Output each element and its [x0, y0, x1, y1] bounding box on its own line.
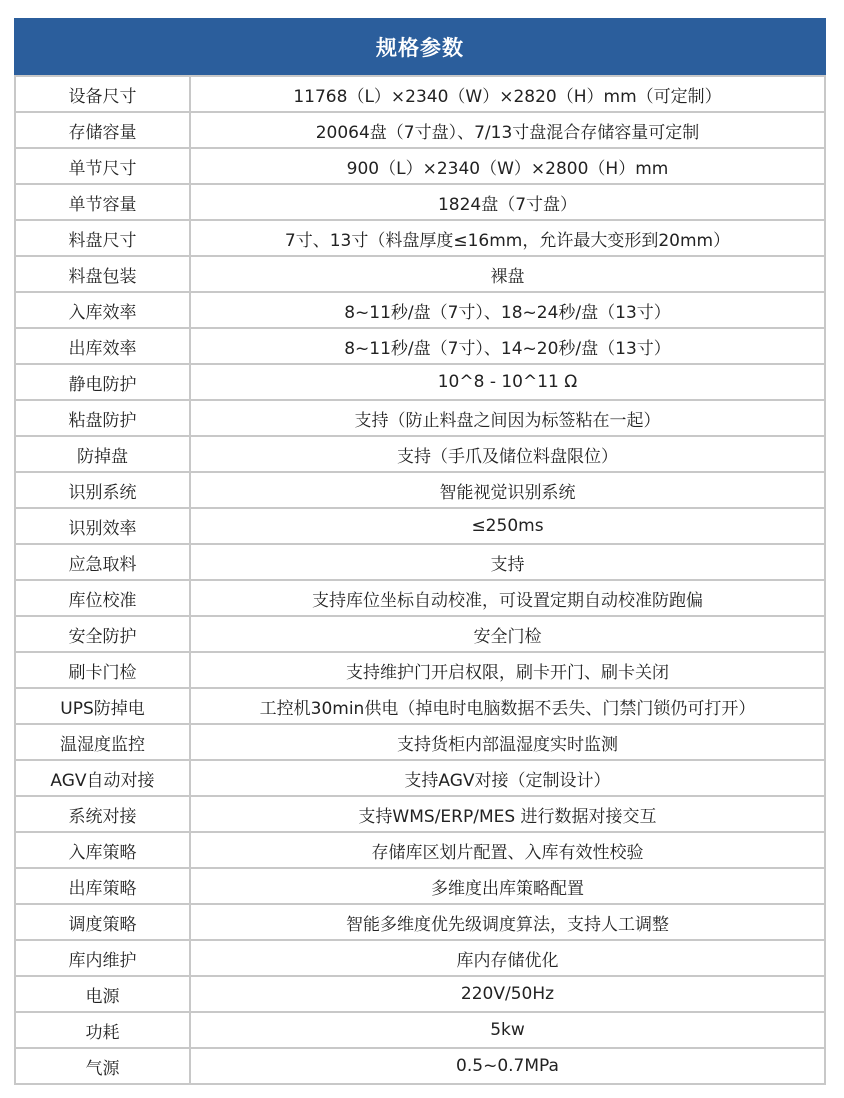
spec-label: 入库策略 [15, 832, 190, 868]
table-row [15, 688, 825, 724]
spec-value: 支持（防止料盘之间因为标签粘在一起） [190, 400, 825, 436]
table-row [15, 472, 825, 508]
table-row [15, 112, 825, 148]
table-row [15, 436, 825, 472]
table-row [15, 616, 825, 652]
table-row [15, 148, 825, 184]
spec-value: 7寸、13寸（料盘厚度≤16mm，允许最大变形到20mm） [190, 220, 825, 256]
spec-value: 支持AGV对接（定制设计） [190, 760, 825, 796]
table-row [15, 328, 825, 364]
spec-label: 功耗 [15, 1012, 190, 1048]
spec-label: 料盘包装 [15, 256, 190, 292]
spec-label: 库内维护 [15, 940, 190, 976]
spec-label: 单节容量 [15, 184, 190, 220]
spec-label: 调度策略 [15, 904, 190, 940]
spec-value: 支持WMS/ERP/MES 进行数据对接交互 [190, 796, 825, 832]
table-row [15, 580, 825, 616]
spec-label: 单节尺寸 [15, 148, 190, 184]
spec-label: 出库效率 [15, 328, 190, 364]
table-row [15, 544, 825, 580]
spec-label: 料盘尺寸 [15, 220, 190, 256]
spec-value: 0.5~0.7MPa [190, 1048, 825, 1084]
spec-label: 识别系统 [15, 472, 190, 508]
spec-value: 900（L）×2340（W）×2800（H）mm [190, 148, 825, 184]
table-row [15, 256, 825, 292]
spec-value: 支持维护门开启权限，刷卡开门、刷卡关闭 [190, 652, 825, 688]
table-row [15, 508, 825, 544]
spec-value: 存储库区划片配置、入库有效性校验 [190, 832, 825, 868]
table-row [15, 760, 825, 796]
spec-label: 防掉盘 [15, 436, 190, 472]
spec-table [14, 75, 826, 1085]
spec-label: 安全防护 [15, 616, 190, 652]
spec-label: 出库策略 [15, 868, 190, 904]
spec-value: 11768（L）×2340（W）×2820（H）mm（可定制） [190, 76, 825, 112]
spec-value: 1824盘（7寸盘） [190, 184, 825, 220]
table-row [15, 1048, 825, 1084]
spec-value: 5kw [190, 1012, 825, 1048]
spec-label: 存储容量 [15, 112, 190, 148]
table-row [15, 184, 825, 220]
spec-value: ≤250ms [190, 508, 825, 544]
spec-label: 系统对接 [15, 796, 190, 832]
spec-value: 工控机30min供电（掉电时电脑数据不丢失、门禁门锁仍可打开） [190, 688, 825, 724]
spec-sheet [14, 18, 826, 1085]
spec-value: 裸盘 [190, 256, 825, 292]
spec-value: 支持货柜内部温湿度实时监测 [190, 724, 825, 760]
spec-value: 智能视觉识别系统 [190, 472, 825, 508]
table-row [15, 220, 825, 256]
spec-value: 10^8 - 10^11 Ω [190, 364, 825, 400]
table-row [15, 724, 825, 760]
table-row [15, 796, 825, 832]
spec-title: 规格参数 [14, 18, 826, 75]
table-row [15, 976, 825, 1012]
spec-value: 220V/50Hz [190, 976, 825, 1012]
spec-label: 刷卡门检 [15, 652, 190, 688]
table-row [15, 1012, 825, 1048]
spec-label: 气源 [15, 1048, 190, 1084]
spec-label: AGV自动对接 [15, 760, 190, 796]
spec-label: 静电防护 [15, 364, 190, 400]
spec-label: 应急取料 [15, 544, 190, 580]
spec-value: 20064盘（7寸盘）、7/13寸盘混合存储容量可定制 [190, 112, 825, 148]
table-row [15, 76, 825, 112]
table-row [15, 904, 825, 940]
spec-value: 库内存储优化 [190, 940, 825, 976]
spec-label: 温湿度监控 [15, 724, 190, 760]
spec-label: UPS防掉电 [15, 688, 190, 724]
spec-label: 设备尺寸 [15, 76, 190, 112]
table-row [15, 868, 825, 904]
spec-value: 8~11秒/盘（7寸）、14~20秒/盘（13寸） [190, 328, 825, 364]
spec-label: 入库效率 [15, 292, 190, 328]
table-row [15, 400, 825, 436]
spec-label: 电源 [15, 976, 190, 1012]
spec-value: 8~11秒/盘（7寸）、18~24秒/盘（13寸） [190, 292, 825, 328]
spec-value: 多维度出库策略配置 [190, 868, 825, 904]
table-row [15, 292, 825, 328]
table-row [15, 832, 825, 868]
spec-label: 粘盘防护 [15, 400, 190, 436]
spec-label: 库位校准 [15, 580, 190, 616]
spec-value: 支持库位坐标自动校准，可设置定期自动校准防跑偏 [190, 580, 825, 616]
table-row [15, 364, 825, 400]
table-row [15, 940, 825, 976]
spec-value: 安全门检 [190, 616, 825, 652]
spec-label: 识别效率 [15, 508, 190, 544]
spec-value: 支持（手爪及储位料盘限位） [190, 436, 825, 472]
spec-value: 智能多维度优先级调度算法，支持人工调整 [190, 904, 825, 940]
table-row [15, 652, 825, 688]
spec-value: 支持 [190, 544, 825, 580]
